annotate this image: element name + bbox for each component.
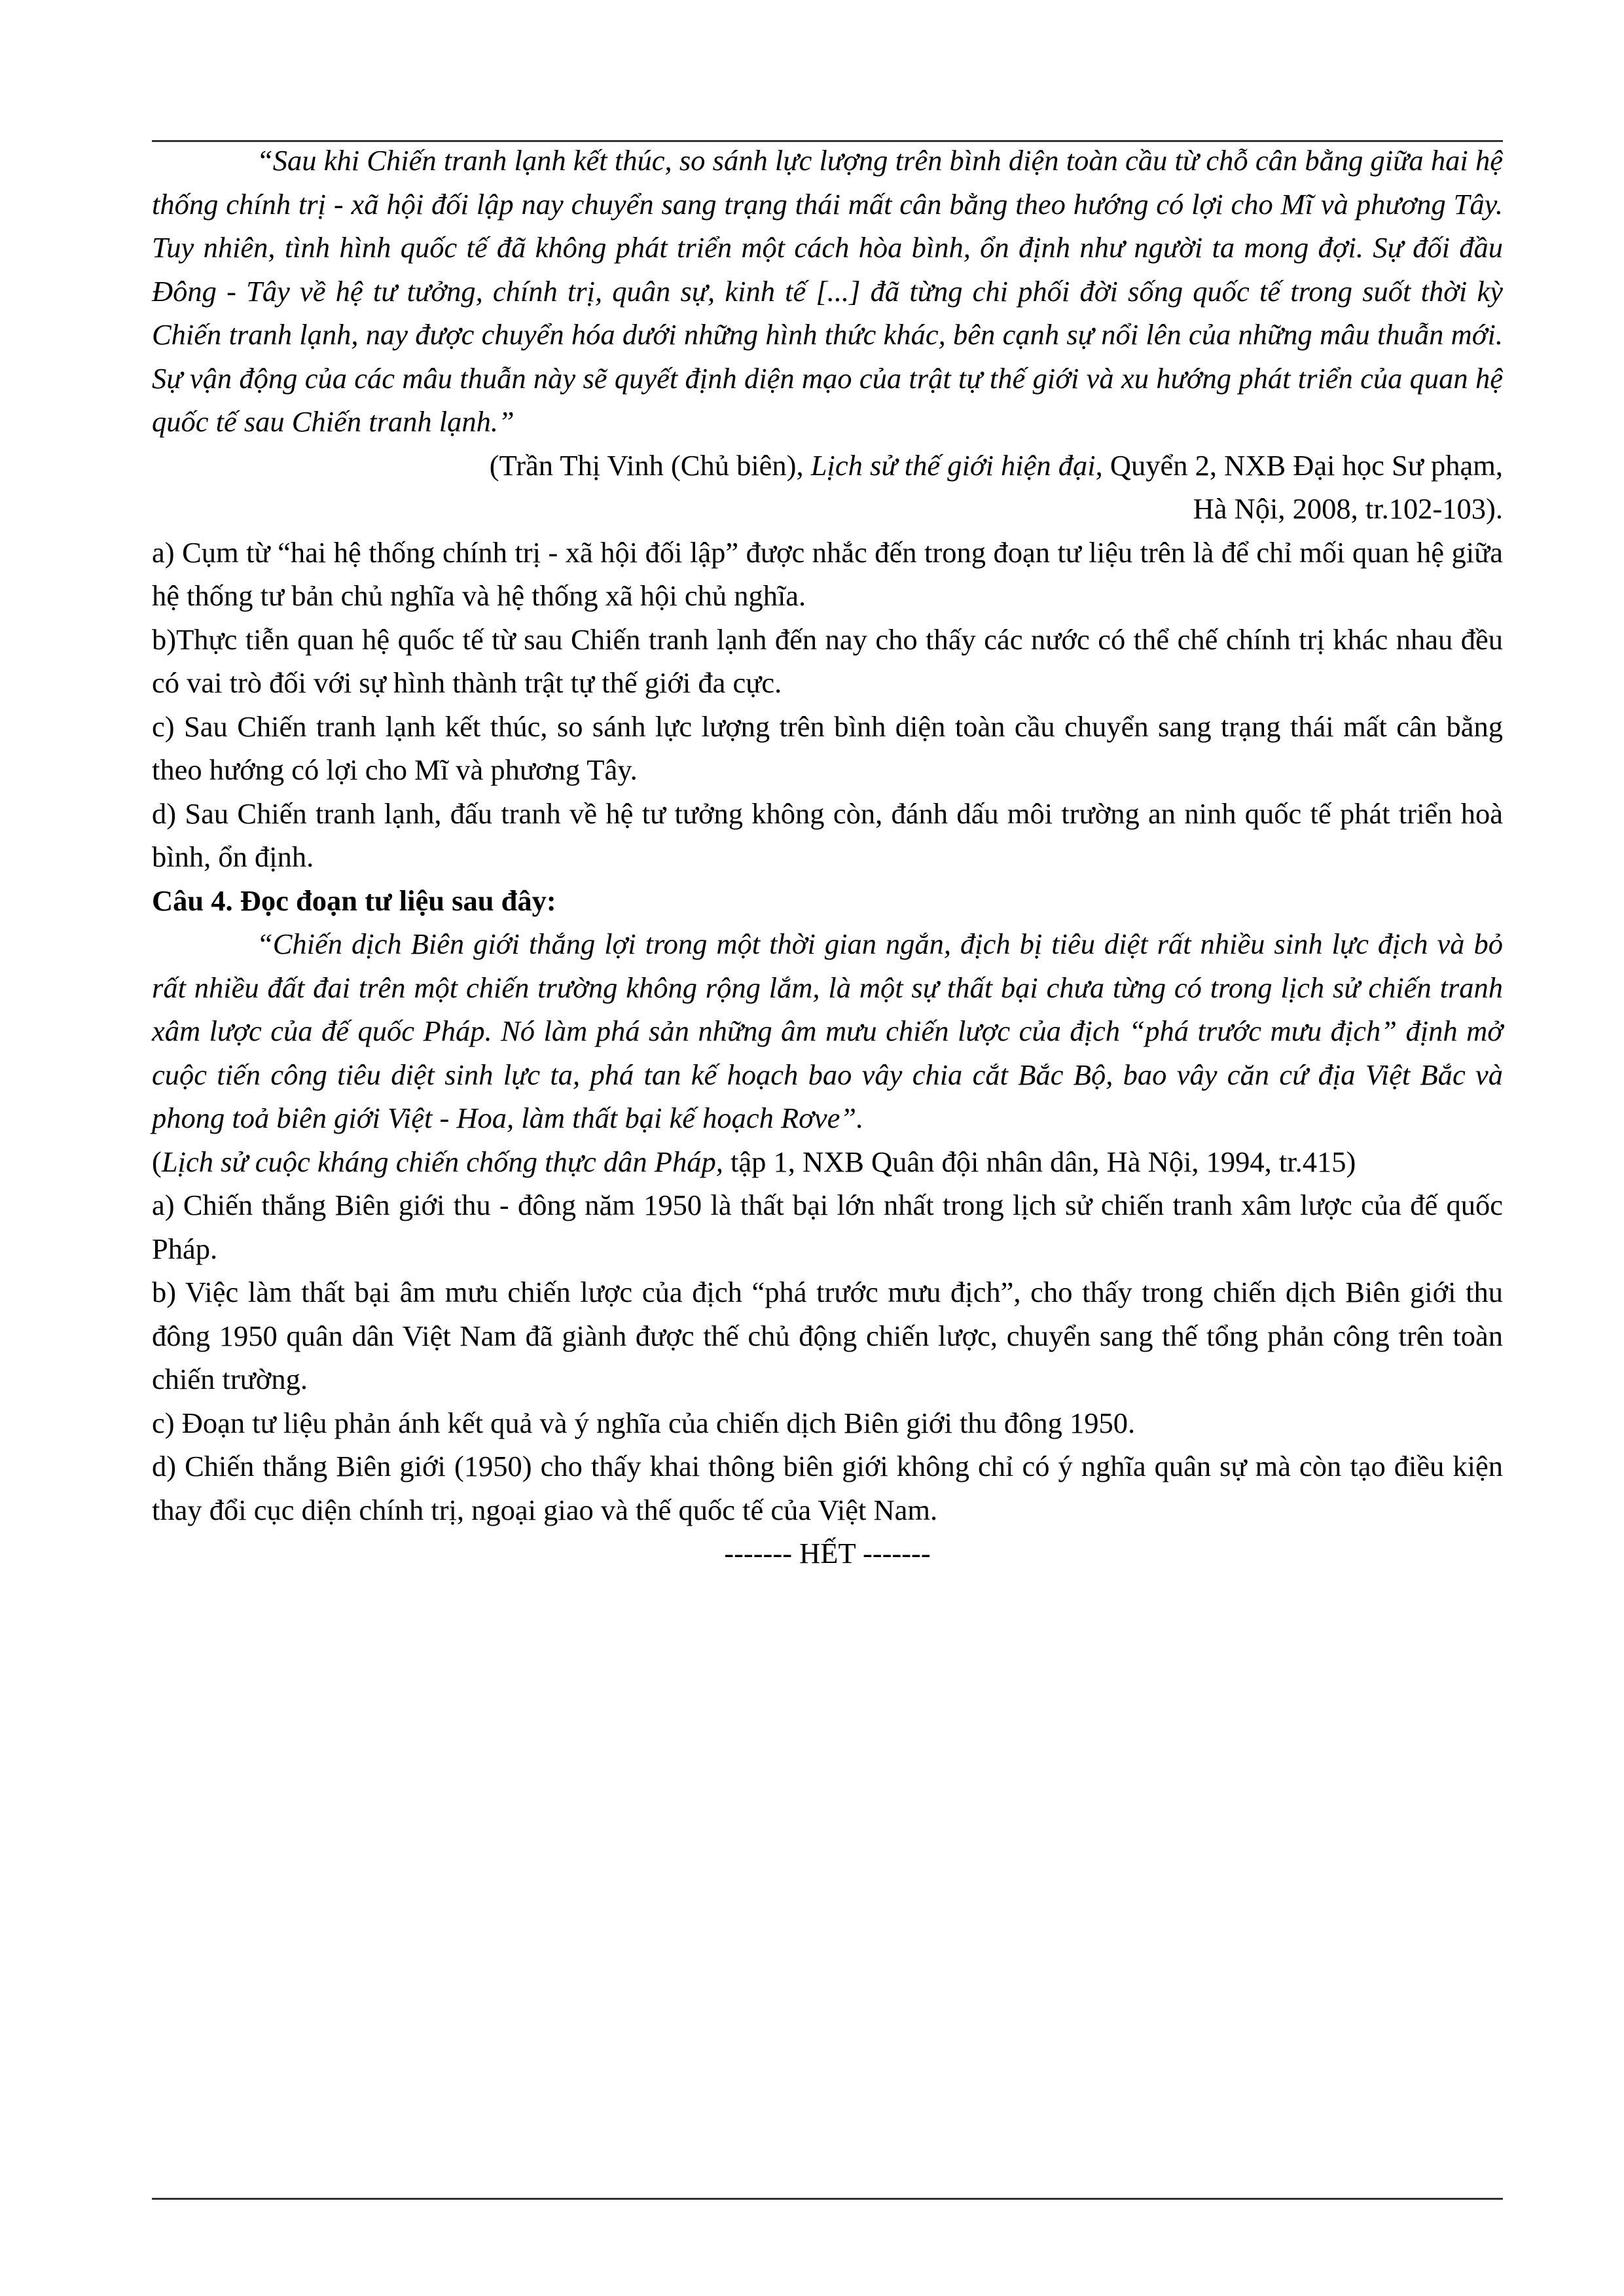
q3-source-author: (Trần Thị Vinh (Chủ biên), xyxy=(489,448,811,482)
q3-source-rest: , Quyển 2, NXB Đại học Sư phạm, xyxy=(1095,448,1503,482)
q3-option-c: c) Sau Chiến tranh lạnh kết thúc, so sánh lực lượng trên bình diện toàn cầu chuyển sang trạng thái mất cân bằng theo hướng có lợi cho Mĩ và phương Tây. xyxy=(152,709,1503,786)
q4-source-open: ( xyxy=(152,1145,162,1178)
q3-source-line2: Hà Nội, 2008, tr.102-103). xyxy=(1193,492,1503,525)
q3-option-a: a) Cụm từ “hai hệ thống chính trị - xã hội đối lập” được nhắc đến trong đoạn tư liệu trên là để chỉ mối quan hệ giữa hệ thống tư bản chủ nghĩa và hệ thống xã hội chủ nghĩa. xyxy=(152,535,1503,612)
end-mark: ------- HẾT ------- xyxy=(724,1537,931,1570)
q4-source xyxy=(152,1140,1503,1184)
footer-rule xyxy=(152,2198,1503,2200)
q4-source-rest: tập 1, NXB Quân đội nhân dân, Hà Nội, 1994, tr.415) xyxy=(723,1145,1356,1178)
q4-option-a: a) Chiến thắng Biên giới thu - đông năm 1950 là thất bại lớn nhất trong lịch sử chiến tranh xâm lược của đế quốc Pháp. xyxy=(152,1189,1503,1265)
q4-option-b: b) Việc làm thất bại âm mưu chiến lược của địch “phá trước mưu địch”, cho thấy trong chiến dịch Biên giới thu đông 1950 quân dân Việt Nam đã giành được thế chủ động chiến lược, chuyển sang thế tổng phản công trên toàn chiến trường. xyxy=(152,1276,1503,1395)
q4-source-title: Lịch sử cuộc kháng chiến chống thực dân Pháp, xyxy=(161,1145,723,1178)
q4-quote: “Chiến dịch Biên giới thắng lợi trong một thời gian ngắn, địch bị tiêu diệt rất nhiều sinh lực địch và bỏ rất nhiều đất đai trên một chiến trường không rộng lắm, là một sự thất bại chưa từng có trong lịch sử chiến tranh xâm lược của đế quốc Pháp. Nó làm phá sản những âm mưu chiến lược của địch “phá trước mưu địch” định mở cuộc tiến công tiêu diệt sinh lực ta, phá tan kế hoạch bao vây chia cắt Bắc Bộ, bao vây căn cứ địa Việt Bắc và phong toả biên giới Việt - Hoa, làm thất bại kế hoạch Rơve”. xyxy=(152,927,1503,1134)
q3-source-line1 xyxy=(152,444,1503,488)
q4-option-c: c) Đoạn tư liệu phản ánh kết quả và ý nghĩa của chiến dịch Biên giới thu đông 1950. xyxy=(152,1406,1136,1439)
q4-heading: Câu 4. Đọc đoạn tư liệu sau đây: xyxy=(152,884,556,917)
q3-option-d: d) Sau Chiến tranh lạnh, đấu tranh về hệ tư tưởng không còn, đánh dấu môi trường an ninh quốc tế phát triển hoà bình, ổn định. xyxy=(152,797,1503,873)
q4-option-d: d) Chiến thắng Biên giới (1950) cho thấy khai thông biên giới không chỉ có ý nghĩa quân sự mà còn tạo điều kiện thay đổi cục diện chính trị, ngoại giao và thế quốc tế của Việt Nam. xyxy=(152,1450,1503,1526)
document-body xyxy=(152,139,1503,1575)
q3-quote: “Sau khi Chiến tranh lạnh kết thúc, so sánh lực lượng trên bình diện toàn cầu từ chỗ cân bằng giữa hai hệ thống chính trị - xã hội đối lập nay chuyển sang trạng thái mất cân bằng theo hướng có lợi cho Mĩ và phương Tây. Tuy nhiên, tình hình quốc tế đã không phát triển một cách hòa bình, ổn định như người ta mong đợi. Sự đối đầu Đông - Tây về hệ tư tưởng, chính trị, quân sự, kinh tế [...] đã từng chi phối đời sống quốc tế trong suốt thời kỳ Chiến tranh lạnh, nay được chuyển hóa dưới những hình thức khác, bên cạnh sự nổi lên của những mâu thuẫn mới. Sự vận động của các mâu thuẫn này sẽ quyết định diện mạo của trật tự thế giới và xu hướng phát triển của quan hệ quốc tế sau Chiến tranh lạnh.” xyxy=(152,144,1503,438)
q3-source-title: Lịch sử thế giới hiện đại xyxy=(810,448,1096,482)
q3-option-b: b)Thực tiễn quan hệ quốc tế từ sau Chiến tranh lạnh đến nay cho thấy các nước có thể chế chính trị khác nhau đều có vai trò đối với sự hình thành trật tự thế giới đa cực. xyxy=(152,622,1503,699)
